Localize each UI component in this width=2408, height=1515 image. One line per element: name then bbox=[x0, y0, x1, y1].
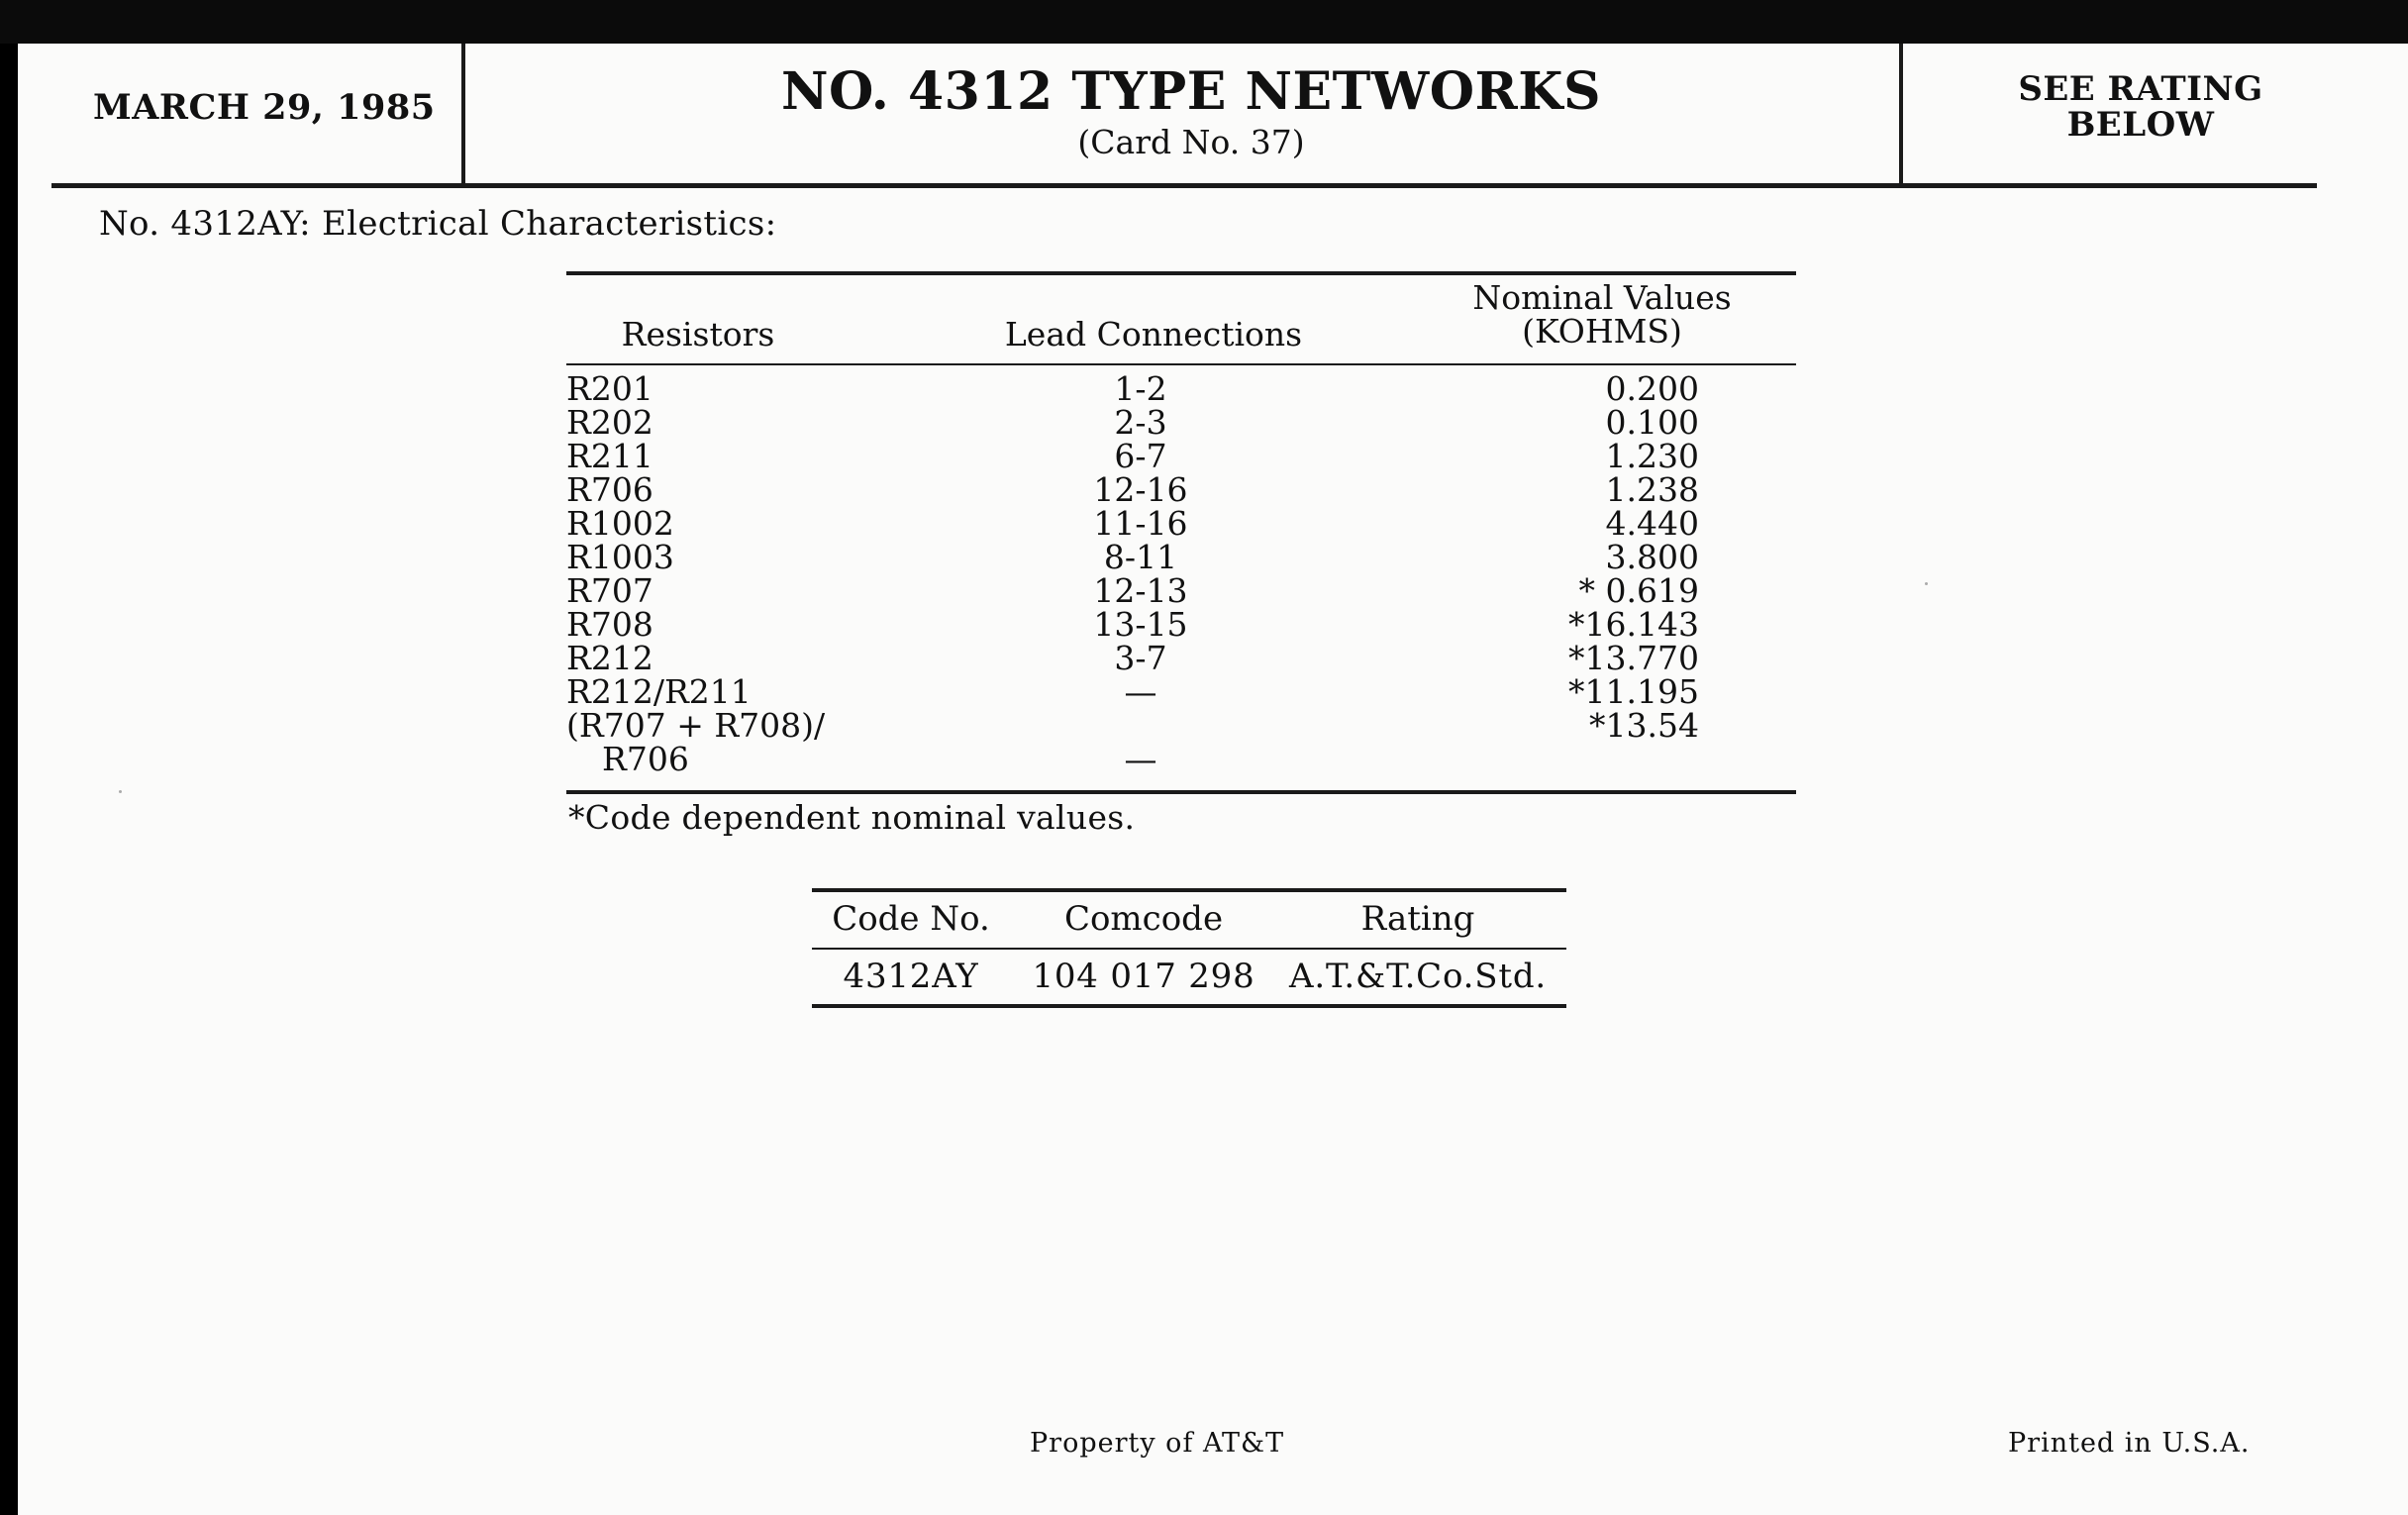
table-row bbox=[566, 470, 1814, 509]
cell-nominal-value: 1.230 bbox=[1605, 437, 1699, 475]
header-rating bbox=[1923, 71, 2358, 143]
document-card bbox=[18, 44, 2408, 1515]
table-top-rule bbox=[566, 271, 1796, 275]
footer-property: Property of AT&T bbox=[1030, 1428, 1285, 1459]
col-header-nominal-values bbox=[1404, 278, 1800, 351]
scan-speck bbox=[1925, 582, 1928, 585]
cell-nominal-value: 0.100 bbox=[1605, 403, 1699, 442]
cell-lead-connection: 12-13 bbox=[1093, 571, 1188, 610]
code-table-header bbox=[812, 899, 1564, 939]
cell-resistor: R706 bbox=[602, 740, 689, 778]
table-row bbox=[566, 571, 1814, 610]
code-table-header-rule bbox=[812, 948, 1566, 950]
table-row bbox=[566, 504, 1814, 543]
cell-lead-connection: — bbox=[1124, 672, 1157, 711]
cell-lead-connection: 11-16 bbox=[1093, 504, 1188, 543]
cell-resistor: R211 bbox=[566, 437, 653, 475]
header-divider-right bbox=[1899, 44, 1903, 188]
table-bottom-rule bbox=[566, 790, 1796, 794]
section-heading: No. 4312AY: Electrical Characteristics: bbox=[99, 204, 777, 244]
cell-nominal-value: *11.195 bbox=[1568, 672, 1699, 711]
col-header-nominal-line2: (KOHMS) bbox=[1522, 312, 1682, 351]
cell-resistor: R212 bbox=[566, 639, 653, 677]
code-table-bottom-rule bbox=[812, 1004, 1566, 1008]
table-row bbox=[566, 672, 1814, 711]
table-row bbox=[566, 740, 1814, 778]
col-header-nominal-line1: Nominal Values bbox=[1472, 278, 1732, 317]
col-header-resistors: Resistors bbox=[621, 315, 775, 354]
scan-speck bbox=[119, 790, 122, 793]
col-header-rating: Rating bbox=[1360, 899, 1475, 939]
header-title: NO. 4312 TYPE NETWORKS bbox=[781, 61, 1601, 122]
cell-resistor: R707 bbox=[566, 571, 653, 610]
table-footnote: *Code dependent nominal values. bbox=[568, 798, 1136, 837]
cell-nominal-value: 1.238 bbox=[1605, 470, 1699, 509]
code-table-top-rule bbox=[812, 888, 1566, 892]
cell-resistor: R1002 bbox=[566, 504, 674, 543]
code-table-row bbox=[812, 957, 1564, 996]
cell-lead-connection: 13-15 bbox=[1093, 605, 1188, 644]
cell-resistor: R202 bbox=[566, 403, 653, 442]
cell-lead-connection: 12-16 bbox=[1093, 470, 1188, 509]
col-header-comcode: Comcode bbox=[1063, 899, 1224, 939]
cell-resistor: R706 bbox=[566, 470, 653, 509]
cell-rating: A.T.&T.Co.Std. bbox=[1288, 957, 1548, 996]
table-header-rule bbox=[566, 363, 1796, 365]
table-row bbox=[566, 437, 1814, 475]
col-header-code-no: Code No. bbox=[832, 899, 990, 939]
cell-resistor: R212/R211 bbox=[566, 672, 752, 711]
cell-comcode: 104 017 298 bbox=[1032, 957, 1255, 996]
cell-lead-connection: 6-7 bbox=[1114, 437, 1167, 475]
col-header-lead-connections: Lead Connections bbox=[1004, 315, 1303, 354]
cell-nominal-value: 0.200 bbox=[1605, 369, 1699, 408]
cell-resistor: R1003 bbox=[566, 538, 674, 576]
table-row bbox=[566, 639, 1814, 677]
cell-lead-connection: 1-2 bbox=[1114, 369, 1167, 408]
cell-nominal-value: *16.143 bbox=[1568, 605, 1699, 644]
cell-lead-connection: 8-11 bbox=[1103, 538, 1178, 576]
header-subtitle: (Card No. 37) bbox=[1077, 123, 1305, 161]
cell-resistor: R708 bbox=[566, 605, 653, 644]
header-rule bbox=[51, 183, 2317, 188]
table-row bbox=[566, 706, 1814, 745]
cell-lead-connection: — bbox=[1124, 740, 1157, 778]
footer-printed: Printed in U.S.A. bbox=[2008, 1428, 2251, 1459]
cell-code-no: 4312AY bbox=[843, 957, 979, 996]
cell-lead-connection: 3-7 bbox=[1114, 639, 1167, 677]
scan-top-border bbox=[0, 0, 2408, 44]
cell-nominal-value: * 0.619 bbox=[1578, 571, 1699, 610]
cell-nominal-value: *13.54 bbox=[1589, 706, 1699, 745]
header-rating-line1: SEE RATING bbox=[2018, 69, 2263, 109]
header-date: MARCH 29, 1985 bbox=[93, 87, 436, 128]
header-rating-line2: BELOW bbox=[2066, 105, 2215, 145]
table-row bbox=[566, 538, 1814, 576]
cell-nominal-value: 3.800 bbox=[1605, 538, 1699, 576]
cell-nominal-value: 4.440 bbox=[1605, 504, 1699, 543]
table-row bbox=[566, 605, 1814, 644]
table-row bbox=[566, 403, 1814, 442]
cell-resistor: R201 bbox=[566, 369, 653, 408]
cell-nominal-value: *13.770 bbox=[1568, 639, 1699, 677]
cell-resistor: (R707 + R708)/ bbox=[566, 706, 826, 745]
cell-lead-connection: 2-3 bbox=[1114, 403, 1167, 442]
table-row bbox=[566, 369, 1814, 408]
